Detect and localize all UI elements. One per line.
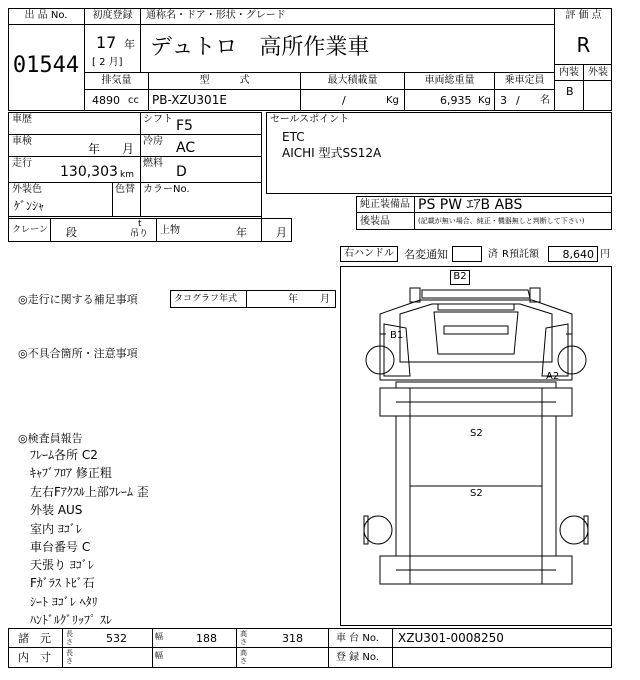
eval-label: 評 価 点 [565, 10, 602, 21]
height-label: 高さ [240, 630, 247, 646]
capacity-unit: 名 [540, 95, 550, 106]
color-label: 外装色 [12, 184, 42, 195]
damage-mark-b1: B1 [390, 330, 404, 341]
inspector-line: ﾌﾚｰﾑ各所 C2 [30, 448, 98, 462]
inspector-line: ﾊﾝﾄﾞﾙｸﾞﾘｯﾌﾟ ｽﾚ [30, 613, 112, 627]
mileage-label: 走行 [12, 158, 32, 169]
chassis-value: XZU301-0008250 [398, 631, 504, 645]
max-load-label: 最大積載量 [327, 75, 378, 86]
mileage-unit: km [120, 170, 134, 180]
dims-label: 諸 元 [18, 632, 51, 645]
sales-line-2: AICHI 型式SS12A [282, 146, 382, 160]
inspection-year-unit: 年 [88, 142, 101, 156]
fuel-label: 燃料 [143, 158, 163, 169]
handle-value: 右ハンドル [344, 248, 394, 259]
reg-label: 登 録 No. [336, 652, 379, 663]
inspector-line: 左右Fｱｸｽﾙ上部ﾌﾚｰﾑ 歪 [30, 485, 149, 499]
damage-mark-b2: B2 [450, 270, 470, 285]
inspection-label: 車検 [12, 136, 32, 147]
shift-value: F5 [176, 118, 193, 134]
color-change-label: 色替 [115, 184, 135, 195]
crane-upper-label: 上物 [160, 225, 180, 236]
first-reg-year: 17 [96, 33, 117, 52]
inspector-line: 天張り ﾖｺﾞﾚ [30, 558, 94, 572]
inside-height-label: 高さ [240, 649, 247, 665]
interior-label: 内装 [559, 67, 579, 78]
first-reg-label: 初度登録 [92, 10, 133, 21]
chassis-label: 車 台 No. [336, 633, 379, 644]
equipment-label: 純正装備品 [360, 199, 410, 210]
tacho-label: タコグラフ年式 [174, 294, 238, 304]
damage-mark-s2: S2 [470, 488, 483, 499]
width-value: 188 [196, 632, 217, 645]
displacement-unit: cc [128, 95, 139, 106]
crane-year: 年 [236, 226, 247, 239]
first-reg-month: [ 2 月] [92, 57, 123, 68]
capacity-sep: / [516, 94, 520, 107]
gross-weight-unit: Kg [478, 95, 491, 106]
ac-value: AC [176, 140, 196, 156]
aftermarket-note: (記載が無い場合、純正・機器無しと判断して下さい) [418, 217, 585, 225]
crane-ton-top: t [138, 219, 142, 229]
inspector-line: ｼｰﾄ ﾖｺﾞﾚ ﾍﾀﾘ [30, 595, 98, 609]
sales-line-1: ETC [282, 130, 305, 144]
name-change-label: 名変通知 [404, 248, 448, 261]
vehicle-name: デュトロ 高所作業車 [150, 35, 370, 60]
inside-length-label: 長さ [66, 649, 73, 665]
capacity-label: 乗車定員 [504, 75, 545, 86]
aftermarket-label: 後装品 [360, 216, 390, 227]
running-label: ◎走行に関する補足事項 [18, 293, 138, 306]
capacity-value: 3 [500, 94, 507, 107]
displacement-value: 4890 [92, 94, 120, 107]
damage-mark-s2: S2 [470, 428, 483, 439]
max-load-value: / [342, 94, 346, 107]
sales-label: セールスポイント [270, 114, 350, 125]
model-label: 型 式 [199, 75, 250, 86]
tacho-month: 月 [320, 294, 330, 305]
gross-weight-label: 車両総重量 [424, 75, 475, 86]
exterior-label: 外装 [588, 67, 608, 78]
inspector-line: 車台番号 C [30, 540, 91, 554]
mileage-value: 130,303 [60, 164, 118, 180]
recycle-label: R預託額 [502, 249, 539, 260]
inspector-line: 外装 AUS [30, 503, 83, 517]
inspector-label: ◎検査員報告 [18, 432, 83, 445]
max-load-unit: Kg [386, 95, 399, 106]
gross-weight-value: 6,935 [440, 94, 472, 107]
inspector-line: ｷｬﾌﾞﾌﾛｱ 修正粗 [30, 466, 112, 480]
lot-number: 01544 [12, 53, 80, 78]
crane-month: 月 [276, 226, 287, 239]
color-value: ｹﾞﾝｼｬ [14, 199, 45, 213]
displacement-label: 排気量 [101, 75, 132, 86]
inside-width-label: 幅 [155, 651, 163, 660]
recycle-yen: 円 [600, 249, 610, 260]
fuel-value: D [176, 164, 187, 180]
width-label: 幅 [155, 632, 163, 641]
interior-score: B [566, 85, 574, 98]
ac-label: 冷房 [143, 136, 163, 147]
shift-label: シフト [143, 114, 173, 125]
equipment-items: PS PW ｴｱB ABS [418, 197, 523, 213]
crane-ton: 吊り [130, 229, 149, 239]
eval-score: R [576, 33, 591, 57]
first-reg-year-unit: 年 [124, 38, 135, 51]
inspection-month-unit: 月 [122, 142, 135, 156]
history-label: 車歴 [12, 114, 32, 125]
model-value: PB-XZU301E [152, 93, 227, 107]
name-label: 通称名・ドア・形状・グレード [146, 10, 286, 21]
defects-label: ◎不具合箇所・注意事項 [18, 347, 138, 360]
footer-table [8, 628, 612, 668]
recycle-prefix: 済 [488, 249, 498, 260]
color-no-label: カラーNo. [143, 184, 190, 195]
length-value: 532 [106, 632, 127, 645]
damage-mark-a2: A2 [546, 371, 560, 382]
lot-label: 出 品 No. [24, 10, 68, 21]
length-label: 長さ [66, 630, 73, 646]
name-change-box [452, 246, 482, 262]
inside-dims-label: 内 寸 [18, 651, 51, 664]
crane-label: クレーン [12, 225, 48, 235]
crane-step: 段 [66, 226, 77, 239]
truck-diagram [340, 266, 612, 626]
height-value: 318 [282, 632, 303, 645]
tacho-year: 年 [288, 294, 298, 305]
inspector-line: Fｶﾞﾗｽ ﾄﾋﾞ石 [30, 576, 95, 590]
recycle-amount: 8,640 [562, 248, 594, 261]
inspector-line: 室内 ﾖｺﾞﾚ [30, 522, 82, 536]
